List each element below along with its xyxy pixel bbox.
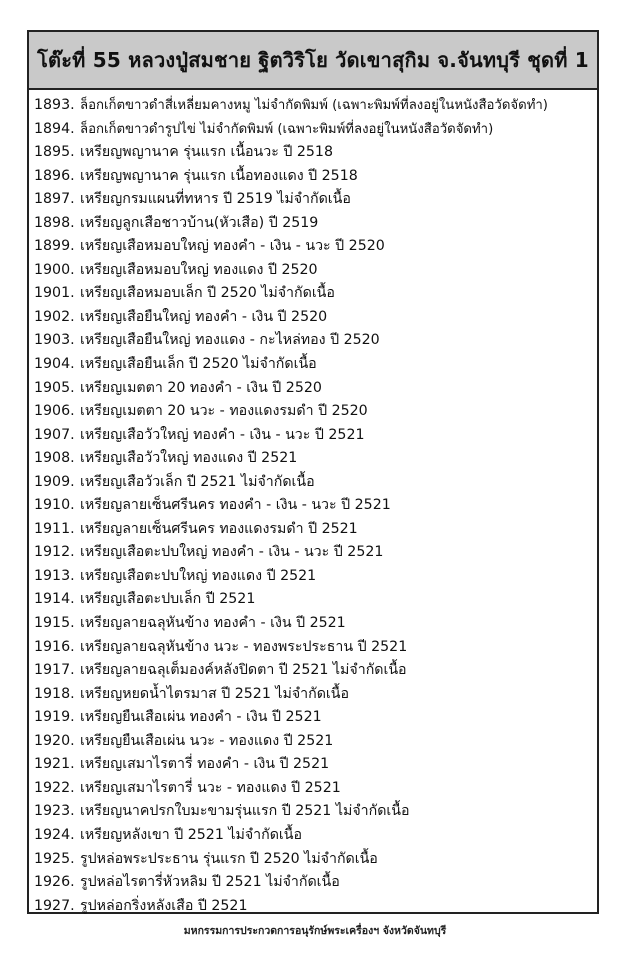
list-item	[29, 188, 597, 212]
list-item	[29, 306, 597, 330]
item-text: เหรียญกรมแผนที่ทหาร ปี 2519 ไม่จำกัดเนื้อ	[80, 191, 351, 208]
list-item	[29, 659, 597, 683]
item-text: เหรียญลูกเสือชาวบ้าน(หัวเสือ) ปี 2519	[80, 214, 319, 231]
item-text: เหรียญเสือหมอบใหญ่ ทองแดง ปี 2520	[80, 261, 318, 278]
item-number: 1923.	[34, 803, 75, 820]
item-text: เหรียญยืนเสือเผ่น นวะ - ทองแดง ปี 2521	[80, 732, 334, 749]
item-number: 1911.	[34, 520, 75, 537]
list-item	[29, 871, 597, 895]
item-number: 1912.	[34, 544, 75, 561]
list-item	[29, 753, 597, 777]
list-item	[29, 424, 597, 448]
item-number: 1894.	[34, 120, 75, 137]
list-item	[29, 212, 597, 236]
item-text: ล็อกเก็ตขาวดำสี่เหลี่ยมคางหมู ไม่จำกัดพิมพ์ (เฉพาะพิมพ์ที่ลงอยู่ในหนังสือวัดจัดทำ)	[80, 98, 548, 113]
list-item	[29, 777, 597, 801]
item-number: 1927.	[34, 897, 75, 914]
item-number: 1921.	[34, 756, 75, 773]
item-text: เหรียญลายฉลุเต็มองค์หลังปิดตา ปี 2521 ไม่จำกัดเนื้อ	[80, 662, 407, 679]
list-item	[29, 683, 597, 707]
item-number: 1909.	[34, 473, 75, 490]
item-number: 1898.	[34, 214, 75, 231]
item-number: 1910.	[34, 497, 75, 514]
list-item	[29, 259, 597, 283]
item-text: เหรียญเมตตา 20 ทองคำ - เงิน ปี 2520	[80, 379, 322, 396]
item-number: 1917.	[34, 662, 75, 679]
item-number: 1905.	[34, 379, 75, 396]
list-item	[29, 447, 597, 471]
item-number: 1903.	[34, 332, 75, 349]
item-text: เหรียญลายฉลุหันข้าง นวะ - ทองพระประธาน ปี 2521	[80, 638, 408, 655]
item-number: 1919.	[34, 709, 75, 726]
item-text: เหรียญเสือวัวเล็ก ปี 2521 ไม่จำกัดเนื้อ	[80, 473, 315, 490]
list-item	[29, 118, 597, 142]
list-item	[29, 282, 597, 306]
item-number: 1897.	[34, 191, 75, 208]
item-text: เหรียญพญานาค รุ่นแรก เนื้อนวะ ปี 2518	[80, 144, 333, 161]
item-text: รูปหล่อกริ่งหลังเสือ ปี 2521	[80, 897, 248, 914]
footer-credit: มหกรรมการประกวดการอนุรักษ์พระเครื่องฯ จังหวัดจันทบุรี	[183, 925, 447, 937]
item-number: 1896.	[34, 167, 75, 184]
item-text: เหรียญหยดน้ำไตรมาส ปี 2521 ไม่จำกัดเนื้อ	[80, 685, 349, 702]
item-text: เหรียญเสือวัวใหญ่ ทองคำ - เงิน - นวะ ปี 2521	[80, 426, 365, 443]
item-text: เหรียญเสมาไรตารี่ ทองคำ - เงิน ปี 2521	[80, 756, 330, 773]
list-item	[29, 636, 597, 660]
list-item	[29, 706, 597, 730]
document-frame	[27, 30, 599, 914]
item-text: เหรียญเสือตะปบเล็ก ปี 2521	[80, 591, 256, 608]
list-item	[29, 895, 597, 919]
item-number: 1893.	[34, 97, 75, 113]
list-item	[29, 518, 597, 542]
item-text: เหรียญเสือหมอบเล็ก ปี 2520 ไม่จำกัดเนื้อ	[80, 285, 335, 302]
item-list	[29, 90, 597, 918]
item-number: 1918.	[34, 685, 75, 702]
item-text: เหรียญลายฉลุหันข้าง ทองคำ - เงิน ปี 2521	[80, 615, 346, 632]
item-text: เหรียญนาคปรกใบมะขามรุ่นแรก ปี 2521 ไม่จำกัดเนื้อ	[80, 803, 410, 820]
list-item	[29, 165, 597, 189]
item-text: เหรียญลายเซ็นศรีนคร ทองแดงรมดำ ปี 2521	[80, 520, 358, 537]
item-number: 1908.	[34, 450, 75, 467]
list-item	[29, 94, 597, 118]
list-item	[29, 848, 597, 872]
item-text: เหรียญเสือยืนใหญ่ ทองแดง - กะไหล่ทอง ปี 2520	[80, 332, 380, 349]
item-text: เหรียญยืนเสือเผ่น ทองคำ - เงิน ปี 2521	[80, 709, 322, 726]
list-item	[29, 329, 597, 353]
item-number: 1914.	[34, 591, 75, 608]
item-number: 1904.	[34, 356, 75, 373]
item-text: เหรียญเมตตา 20 นวะ - ทองแดงรมดำ ปี 2520	[80, 403, 368, 420]
item-number: 1925.	[34, 850, 75, 867]
item-text: เหรียญเสือหมอบใหญ่ ทองคำ - เงิน - นวะ ปี 2520	[80, 238, 385, 255]
list-item	[29, 377, 597, 401]
list-item	[29, 612, 597, 636]
item-text: เหรียญลายเซ็นศรีนคร ทองคำ - เงิน - นวะ ปี 2521	[80, 497, 391, 514]
item-text: รูปหล่อไรตารี่หัวหลิม ปี 2521 ไม่จำกัดเนื้อ	[80, 874, 340, 891]
list-item	[29, 471, 597, 495]
item-number: 1926.	[34, 874, 75, 891]
list-item	[29, 730, 597, 754]
item-number: 1922.	[34, 779, 75, 796]
list-item	[29, 541, 597, 565]
item-text: เหรียญเสือตะปบใหญ่ ทองแดง ปี 2521	[80, 567, 317, 584]
item-number: 1915.	[34, 615, 75, 632]
list-item	[29, 353, 597, 377]
list-item	[29, 494, 597, 518]
item-number: 1906.	[34, 403, 75, 420]
item-number: 1900.	[34, 261, 75, 278]
list-item	[29, 588, 597, 612]
item-number: 1913.	[34, 567, 75, 584]
item-text: เหรียญเสือวัวใหญ่ ทองแดง ปี 2521	[80, 450, 298, 467]
item-text: เหรียญพญานาค รุ่นแรก เนื้อทองแดง ปี 2518	[80, 167, 358, 184]
item-number: 1916.	[34, 638, 75, 655]
list-item	[29, 141, 597, 165]
item-number: 1899.	[34, 238, 75, 255]
item-text: เหรียญเสือยืนเล็ก ปี 2520 ไม่จำกัดเนื้อ	[80, 356, 317, 373]
item-number: 1901.	[34, 285, 75, 302]
item-number: 1924.	[34, 826, 75, 843]
item-text: รูปหล่อพระประธาน รุ่นแรก ปี 2520 ไม่จำกัดเนื้อ	[80, 850, 378, 867]
item-text: ล็อกเก็ตขาวดำรูปไข่ ไม่จำกัดพิมพ์ (เฉพาะพิมพ์ที่ลงอยู่ในหนังสือวัดจัดทำ)	[80, 121, 494, 137]
item-number: 1920.	[34, 732, 75, 749]
page-title: โต๊ะที่ 55 หลวงปู่สมชาย ฐิตวิริโย วัดเขาสุกิม จ.จันทบุรี ชุดที่ 1	[29, 32, 597, 90]
item-number: 1902.	[34, 308, 75, 325]
list-item	[29, 824, 597, 848]
item-number: 1895.	[34, 144, 75, 161]
item-number: 1907.	[34, 426, 75, 443]
item-text: เหรียญเสือตะปบใหญ่ ทองคำ - เงิน - นวะ ปี 2521	[80, 544, 384, 561]
list-item	[29, 235, 597, 259]
item-text: เหรียญหลังเขา ปี 2521 ไม่จำกัดเนื้อ	[80, 826, 302, 843]
item-text: เหรียญเสมาไรตารี่ นวะ - ทองแดง ปี 2521	[80, 779, 341, 796]
list-item	[29, 565, 597, 589]
list-item	[29, 400, 597, 424]
item-text: เหรียญเสือยืนใหญ่ ทองคำ - เงิน ปี 2520	[80, 308, 328, 325]
list-item	[29, 800, 597, 824]
